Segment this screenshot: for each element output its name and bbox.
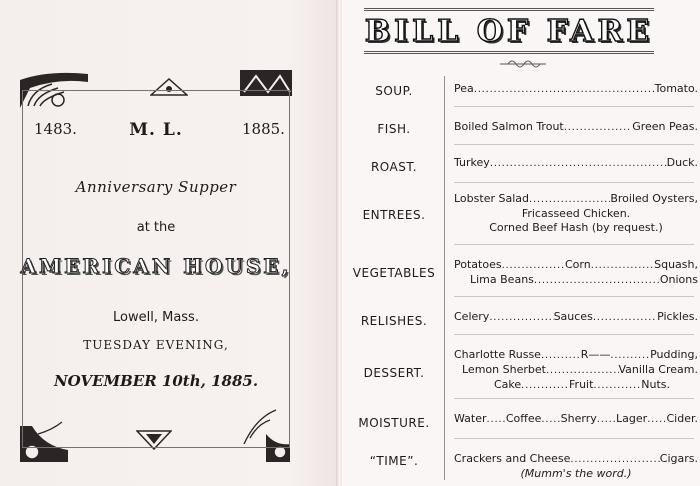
dessert-right3: Nuts. (641, 378, 670, 391)
separator (454, 296, 694, 297)
menu-item-vegetables (454, 258, 698, 288)
dessert-left3: Cake (494, 378, 522, 391)
separator (454, 398, 694, 399)
time-left: Crackers and Cheese (454, 452, 571, 465)
dessert-right: Pudding, (650, 348, 698, 361)
separator (454, 244, 694, 245)
roast-left: Turkey (454, 156, 490, 169)
soup-left: Pea (454, 82, 474, 95)
relish-right: Pickles. (657, 310, 698, 323)
hotel-name: AMERICAN HOUSE, (20, 254, 292, 278)
menu-item-entrees (454, 192, 698, 235)
category-dessert: DESSERT. (363, 366, 425, 380)
menu-item-relishes (454, 310, 698, 325)
moisture-coffee: Coffee (505, 412, 542, 425)
bill-of-fare-title: BILL OF FARE (364, 8, 654, 54)
category-soup: SOUP. (375, 84, 413, 98)
veg-mid: Corn (564, 258, 591, 271)
soup-right: Tomato. (654, 82, 698, 95)
category-time: “TIME”. (369, 454, 419, 468)
relish-left: Celery (454, 310, 490, 323)
entrees-right: Broiled Oysters, (610, 192, 698, 205)
sprig-ornament-icon (498, 56, 548, 72)
event-date: NOVEMBER 10th, 1885. (53, 372, 259, 390)
menu-divider (444, 76, 445, 480)
separator (454, 106, 694, 107)
dessert-left: Charlotte Russe (454, 348, 541, 361)
veg-left: Potatoes (454, 258, 502, 271)
dessert-mid3: Fruit (569, 378, 594, 391)
moisture-cider: Cider. (666, 412, 698, 425)
year-left: 1483. (34, 120, 77, 138)
time-right: Cigars. (659, 452, 698, 465)
entrees-line3: Corned Beef Hash (by request.) (489, 221, 663, 234)
moisture-lager: Lager (616, 412, 648, 425)
category-entrees: ENTREES. (362, 208, 426, 222)
veg-right2: Onions (659, 273, 698, 286)
separator (454, 438, 694, 439)
menu-item-soup (454, 82, 698, 97)
at-the-text: at the (136, 220, 176, 235)
location: Lowell, Mass. (113, 310, 199, 325)
time-note: (Mumm's the word.) (520, 467, 632, 480)
year-right: 1885. (242, 120, 285, 138)
initials: M. L. (129, 120, 183, 140)
category-roast: ROAST. (370, 160, 418, 174)
entrees-line2: Fricasseed Chicken. (521, 207, 631, 220)
veg-right: Squash, (654, 258, 698, 271)
dessert-right2: Vanilla Cream. (618, 363, 698, 376)
fish-right: Green Peas. (632, 120, 698, 133)
menu-item-moisture (454, 412, 698, 427)
menu-item-roast (454, 156, 698, 171)
fish-left: Boiled Salmon Trout (454, 120, 564, 133)
separator (454, 182, 694, 183)
veg-left2: Lima Beans (470, 273, 534, 286)
menu-item-fish (454, 120, 698, 135)
dessert-mid: R—— (580, 348, 611, 361)
moisture-sherry: Sherry (560, 412, 597, 425)
entrees-left: Lobster Salad (454, 192, 529, 205)
roast-right: Duck. (666, 156, 698, 169)
category-relishes: RELISHES. (360, 314, 428, 328)
separator (454, 334, 694, 335)
evening: TUESDAY EVENING, (83, 338, 229, 352)
menu-item-dessert (454, 348, 698, 393)
dessert-left2: Lemon Sherbet (462, 363, 546, 376)
category-vegetables: VEGETABLES (352, 266, 436, 280)
category-moisture: MOISTURE. (358, 416, 430, 430)
moisture-water: Water (454, 412, 487, 425)
menu-item-time (454, 452, 698, 481)
occasion: Anniversary Supper (75, 178, 237, 196)
separator (454, 144, 694, 145)
category-fish: FISH. (377, 122, 411, 136)
relish-mid: Sauces (553, 310, 593, 323)
